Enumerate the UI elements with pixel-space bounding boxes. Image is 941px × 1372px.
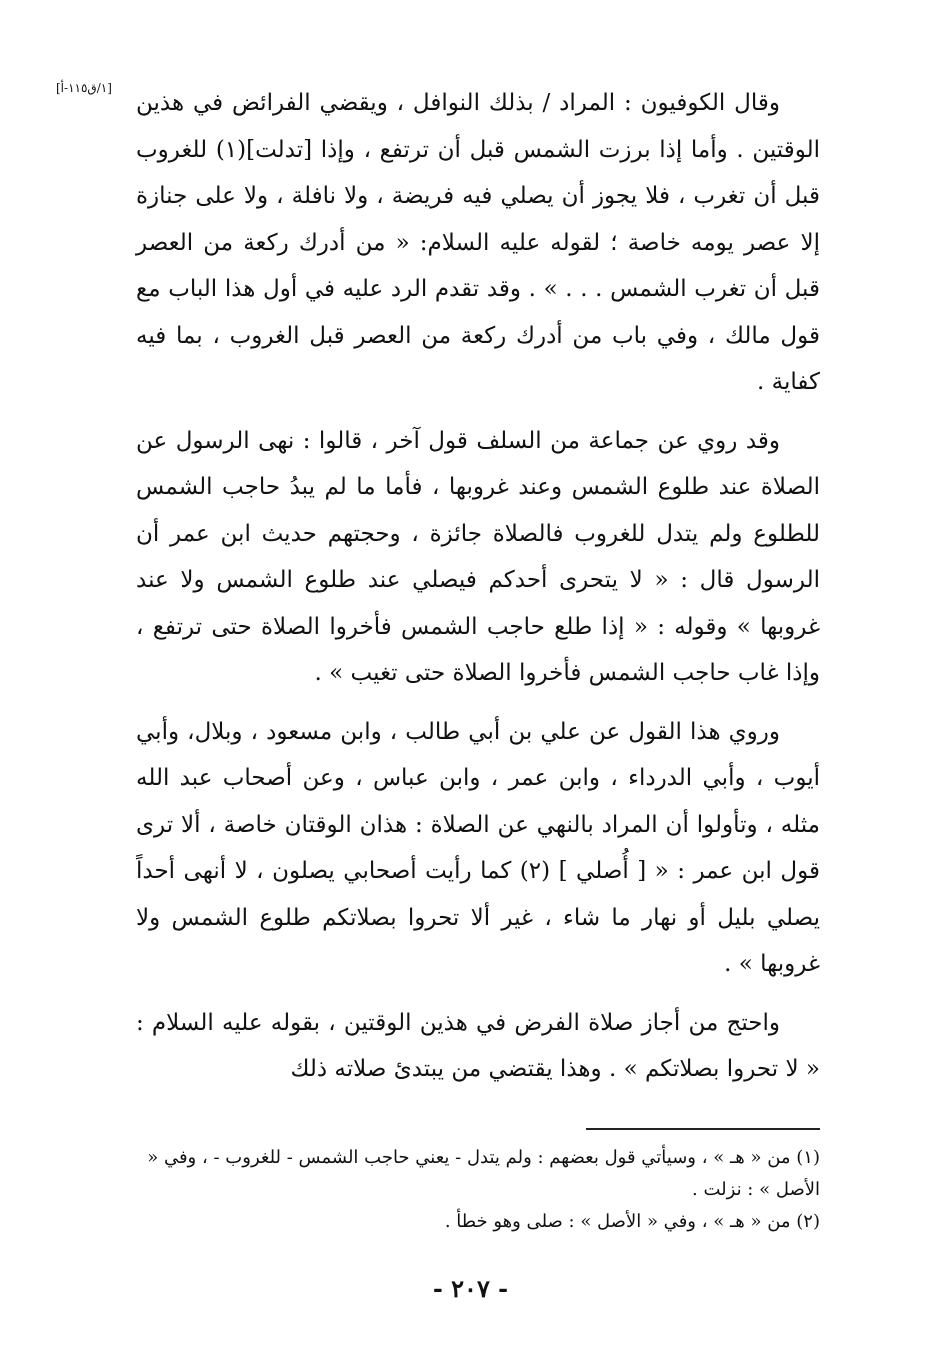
paragraph-2: وقد روي عن جماعة من السلف قول آخر ، قالوا : نهى الرسول عن الصلاة عند طلوع الشمس وعند غروبها ، فأما ما لم يبدُ حاجب الشمس للطلوع ولم يتدل للغروب فالصلاة جائزة ، وحجتهم حديث ابن عمر أن الرسول قال : « لا يتحرى أحدكم فيصلي عند طلوع الشمس ولا عند غروبها » وقوله : « إذا طلع حاجب الشمس فأخروا الصلاة حتى ترتفع ، وإذا غاب حاجب الشمس فأخروا الصلاة حتى تغيب » . <box>136 427 820 686</box>
footnote-divider <box>586 1128 820 1130</box>
footnote-1: (١) من « هـ » ، وسيأتي قول بعضهم : ولم يتدل - يعني حاجب الشمس - للغروب - ، وفي « الأصل » : نزلت . <box>147 1147 820 1200</box>
paragraph-4: واحتج من أجاز صلاة الفرض في هذين الوقتين ، بقوله عليه السلام : « لا تحروا بصلاتكم » . وهذا يقتضي من يبتدئ صلاته ذلك <box>136 1009 820 1082</box>
footnotes <box>120 1142 820 1238</box>
page-number: - ٢٠٧ - <box>432 1274 509 1303</box>
paragraph-1: وقال الكوفيون : المراد / بذلك النوافل ، ويقضي الفرائض في هذين الوقتين . وأما إذا برزت الشمس قبل أن ترتفع ، وإذا [تدلت](١) للغروب قبل أن تغرب ، فلا يجوز أن يصلي فيه فريضة ، ولا نافلة ، ولا على جنازة إلا عصر يومه خاصة ؛ لقوله عليه السلام: « من أدرك ركعة من العصر قبل أن تغرب الشمس . . . » . وقد تقدم الرد عليه في أول هذا الباب مع قول مالك ، وفي باب من أدرك ركعة من العصر قبل الغروب ، بما فيه كفاية . <box>136 90 821 395</box>
paragraph-3: وروي هذا القول عن علي بن أبي طالب ، وابن مسعود ، وبلال، وأبي أيوب ، وأبي الدرداء ، وابن عمر ، وابن عباس ، وعن أصحاب عبد الله مثله ، وتأولوا أن المراد بالنهي عن الصلاة : هذان الوقتان خاصة ، ألا ترى قول ابن عمر : « [ أُصلي ] (٢) كما رأيت أصحابي يصلون ، لا أنهى أحداً يصلي بليل أو نهار ما شاء ، غير ألا تحروا بصلاتكم طلوع الشمس ولا غروبها » . <box>136 718 820 977</box>
margin-folio-note: [١/ق١١٥-أ] <box>56 81 112 95</box>
footnote-2: (٢) من « هـ » ، وفي « الأصل » : صلى وهو خطأ . <box>444 1211 820 1232</box>
main-text <box>136 80 820 1105</box>
